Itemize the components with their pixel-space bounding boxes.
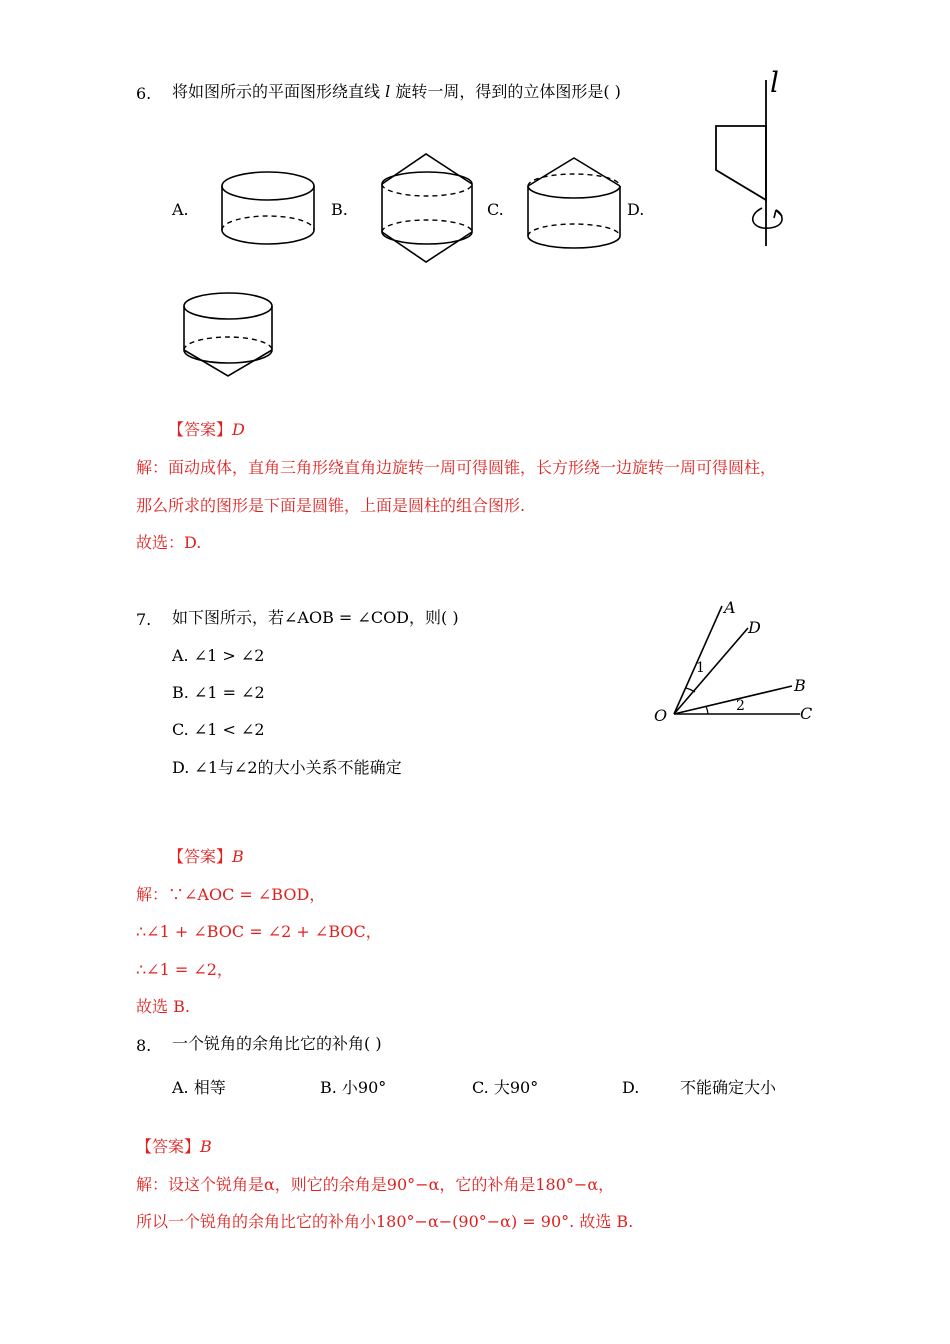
q7-answer: [168, 847, 244, 867]
q7-question: 如下图所示，若∠AOB = ∠COD，则( ): [172, 608, 459, 627]
q7-option-c: C. ∠1 < ∠2: [172, 720, 265, 739]
q6-question-tail: 旋转一周，得到的立体图形是( ): [395, 82, 621, 101]
q7-number: 7.: [136, 610, 152, 629]
q7-solution-line-2: ∴∠1 + ∠BOC = ∠2 + ∠BOC，: [136, 922, 382, 941]
q6-axis-label: l: [770, 66, 779, 99]
q8-option-d-label: D.: [622, 1078, 640, 1097]
q8-option-c: C. 大90°: [472, 1078, 539, 1097]
q7-label-c: C: [800, 704, 813, 723]
q8-option-d-text: 不能确定大小: [680, 1078, 777, 1097]
q7-label-o: O: [654, 706, 668, 725]
q8-answer-value: B: [200, 1137, 212, 1156]
q6-figure-d-cylinder-cone-below: [180, 290, 280, 380]
q6-question-var: l: [385, 82, 391, 101]
q6-figure-c-cone-on-cylinder: [524, 156, 624, 256]
q6-solution-line-3: 故选：D.: [136, 533, 202, 552]
q6-answer-value: D: [232, 420, 245, 439]
q8-solution-line-2: 所以一个锐角的余角比它的补角小180°−α−(90°−α) = 90°. 故选 B.: [136, 1212, 634, 1231]
q6-solution-line-1: 解：面动成体，直角三角形绕直角边旋转一周可得圆锥，长方形绕一边旋转一周可得圆柱，: [136, 458, 777, 477]
q8-number: 8.: [136, 1036, 152, 1055]
q7-label-d: D: [748, 618, 761, 637]
q7-solution-line-4: 故选 B.: [136, 997, 190, 1016]
q7-angle-2-label: 2: [736, 698, 745, 714]
q6-option-c: C.: [487, 200, 504, 219]
q6-option-b: B.: [331, 200, 348, 219]
q7-option-d: D. ∠1与∠2的大小关系不能确定: [172, 758, 402, 777]
q6-figure-a-cylinder: [218, 168, 322, 248]
q7-answer-label: 【答案】: [168, 847, 233, 866]
q6-answer-label: 【答案】: [168, 420, 233, 439]
q6-number: 6.: [136, 84, 152, 103]
q8-answer-label: 【答案】: [136, 1137, 201, 1156]
q7-solution-line-3: ∴∠1 = ∠2，: [136, 960, 233, 979]
q8-option-b: B. 小90°: [320, 1078, 387, 1097]
q7-angle-1-label: 1: [696, 660, 705, 676]
q6-figure-b-double-cone-cylinder: [378, 152, 478, 264]
q7-option-b: B. ∠1 = ∠2: [172, 683, 265, 702]
q6-answer: [168, 420, 245, 440]
q6-option-d: D.: [627, 200, 645, 219]
q7-label-a: A: [724, 598, 736, 617]
q7-answer-value: B: [232, 847, 244, 866]
q6-solution-line-2: 那么所求的图形是下面是圆锥，上面是圆柱的组合图形.: [136, 496, 526, 515]
q6-reference-figure: [706, 66, 806, 250]
q8-question: 一个锐角的余角比它的补角( ): [172, 1034, 382, 1053]
q7-solution-line-1: 解：∵∠AOC = ∠BOD，: [136, 885, 326, 904]
q8-solution-line-1: 解：设这个锐角是α，则它的余角是90°−α，它的补角是180°−α，: [136, 1175, 615, 1194]
q7-option-a: A. ∠1 > ∠2: [172, 646, 265, 665]
q8-answer: [136, 1137, 212, 1157]
q6-question: [172, 82, 621, 102]
q7-label-b: B: [794, 676, 806, 695]
q6-question-text: 将如图所示的平面图形绕直线: [172, 82, 381, 101]
q6-option-a: A.: [172, 200, 189, 219]
q8-option-a: A. 相等: [172, 1078, 226, 1097]
